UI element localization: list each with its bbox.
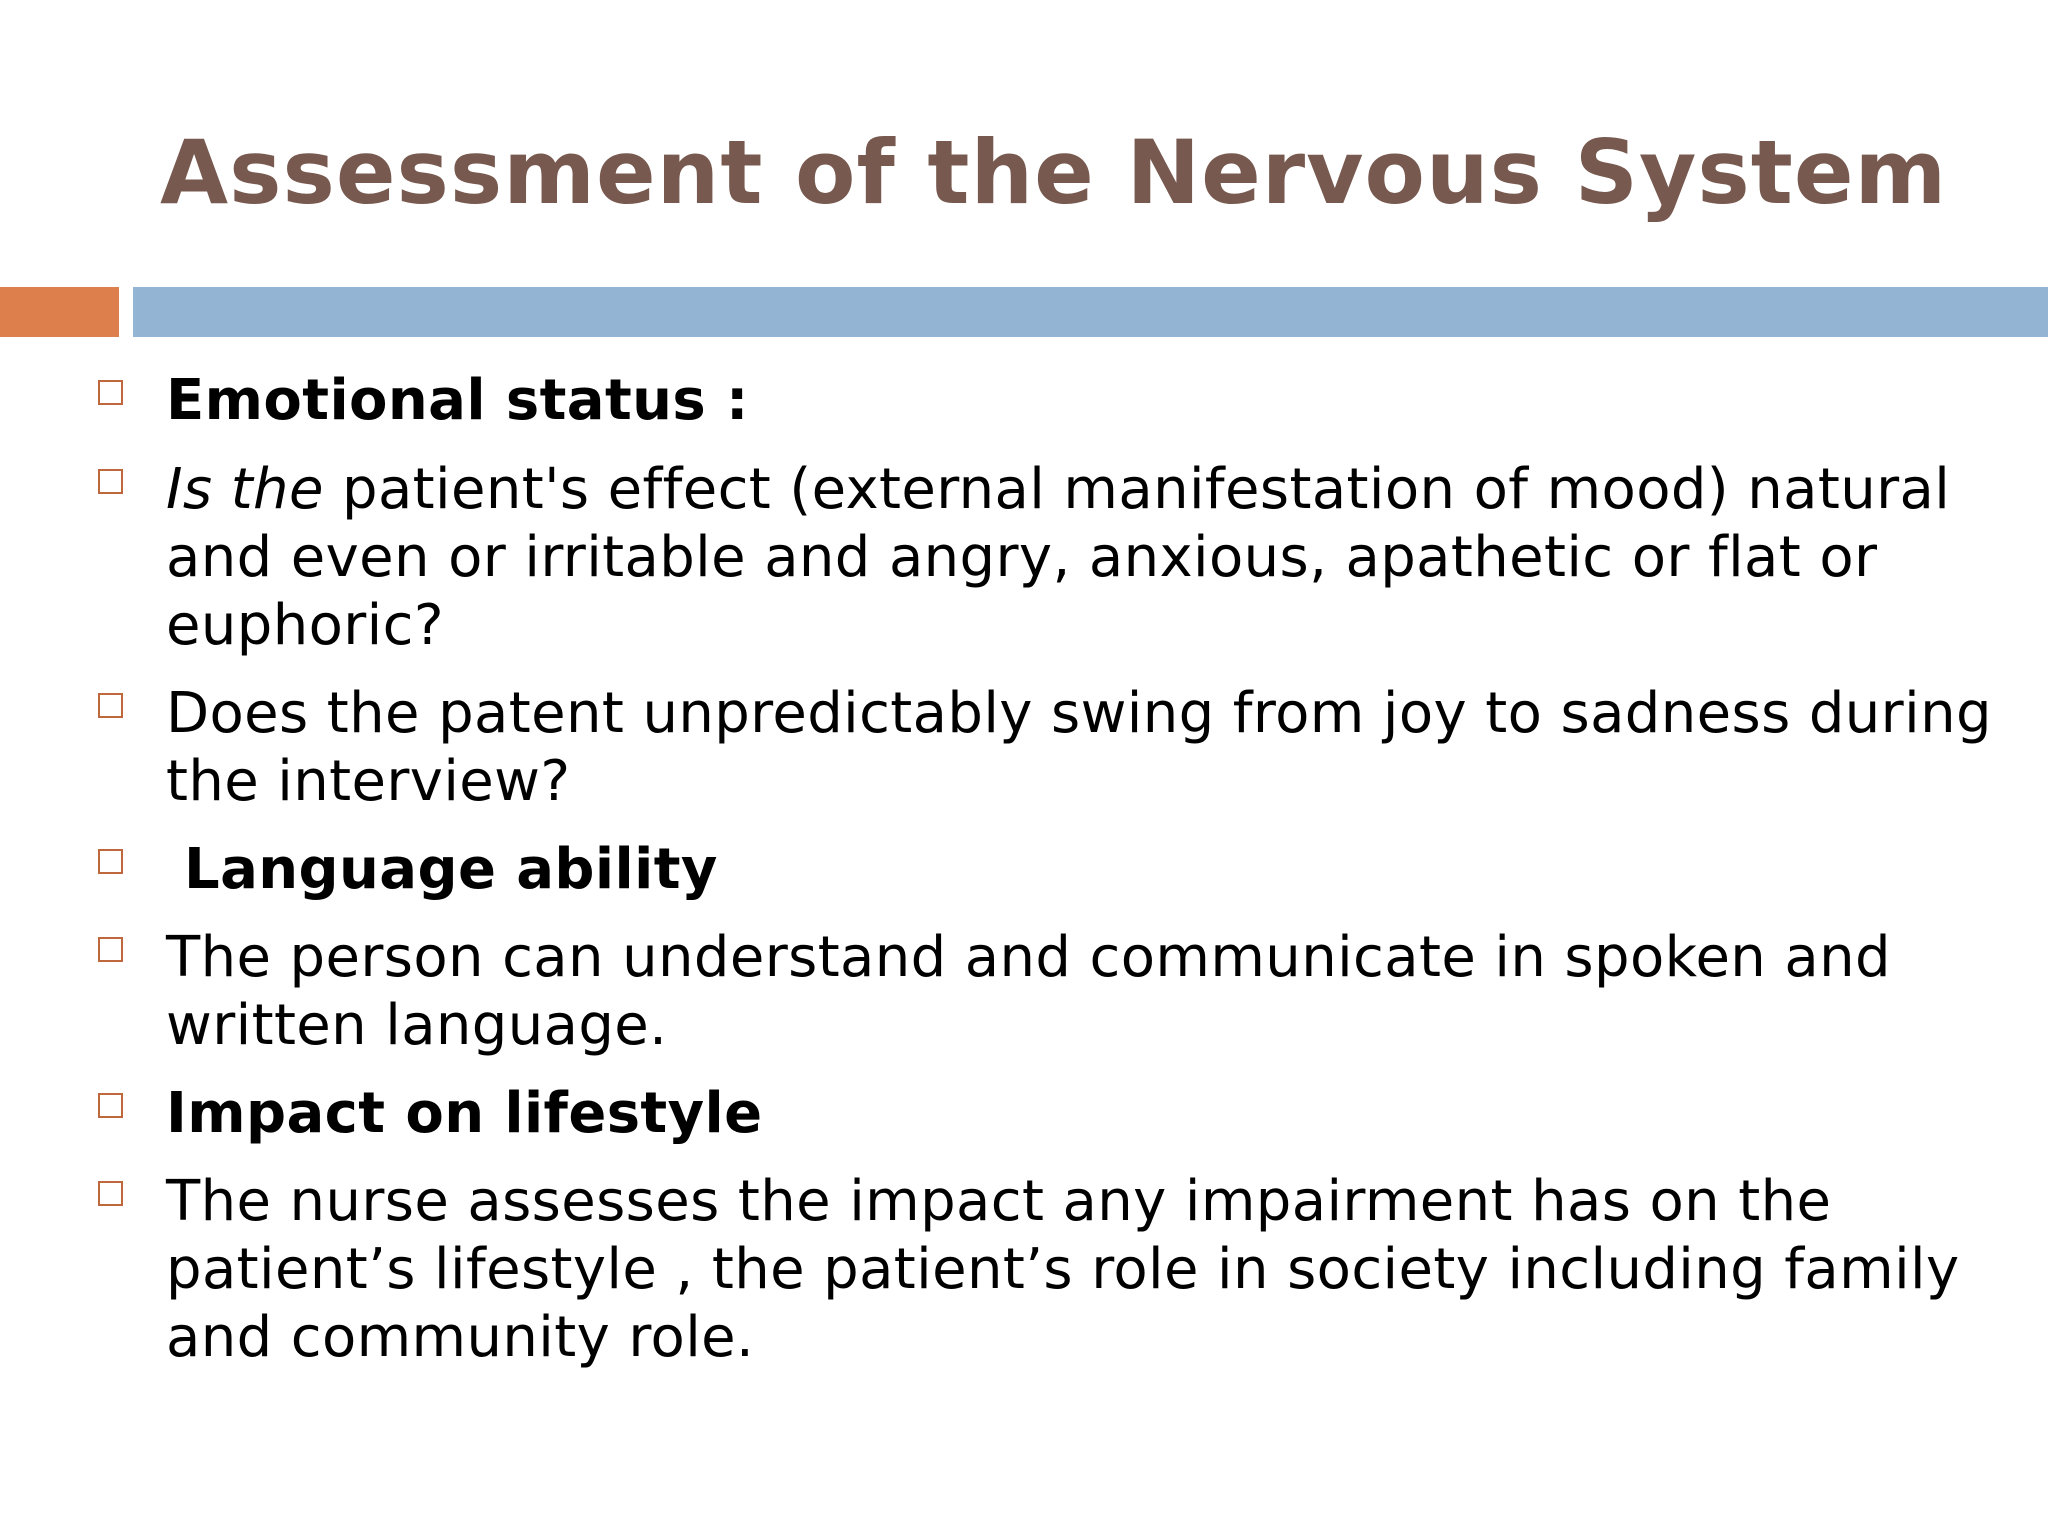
accent-bar-orange (0, 287, 119, 337)
bullet-text (166, 456, 2006, 660)
bullet-text: The nurse assesses the impact any impairment has on the patient’s lifestyle , the patient’s role in society including family and community role. (166, 1169, 1960, 1370)
checkbox-square-icon (98, 937, 123, 962)
accent-bar-blue (133, 287, 2048, 337)
bullet-heading: Emotional status : (166, 368, 749, 433)
checkbox-square-icon (98, 693, 123, 718)
checkbox-square-icon (98, 1093, 123, 1118)
slide-title: Assessment of the Nervous System (160, 121, 1948, 224)
italic-prefix: Is the (166, 457, 324, 522)
bullet-text-body: patient's effect (external manifestation of mood) natural and even or irritable and angry, anxious, apathetic or flat or euphoric? (166, 457, 1951, 658)
bullet-heading: Language ability (184, 837, 718, 902)
checkbox-square-icon (98, 380, 123, 405)
bullet-text: The person can understand and communicate in spoken and written language. (166, 925, 1891, 1058)
checkbox-square-icon (98, 849, 123, 874)
bullet-text: Does the patent unpredictably swing from joy to sadness during the interview? (166, 681, 1992, 814)
checkbox-square-icon (98, 469, 123, 494)
checkbox-square-icon (98, 1181, 123, 1206)
bullet-heading: Impact on lifestyle (166, 1081, 763, 1146)
